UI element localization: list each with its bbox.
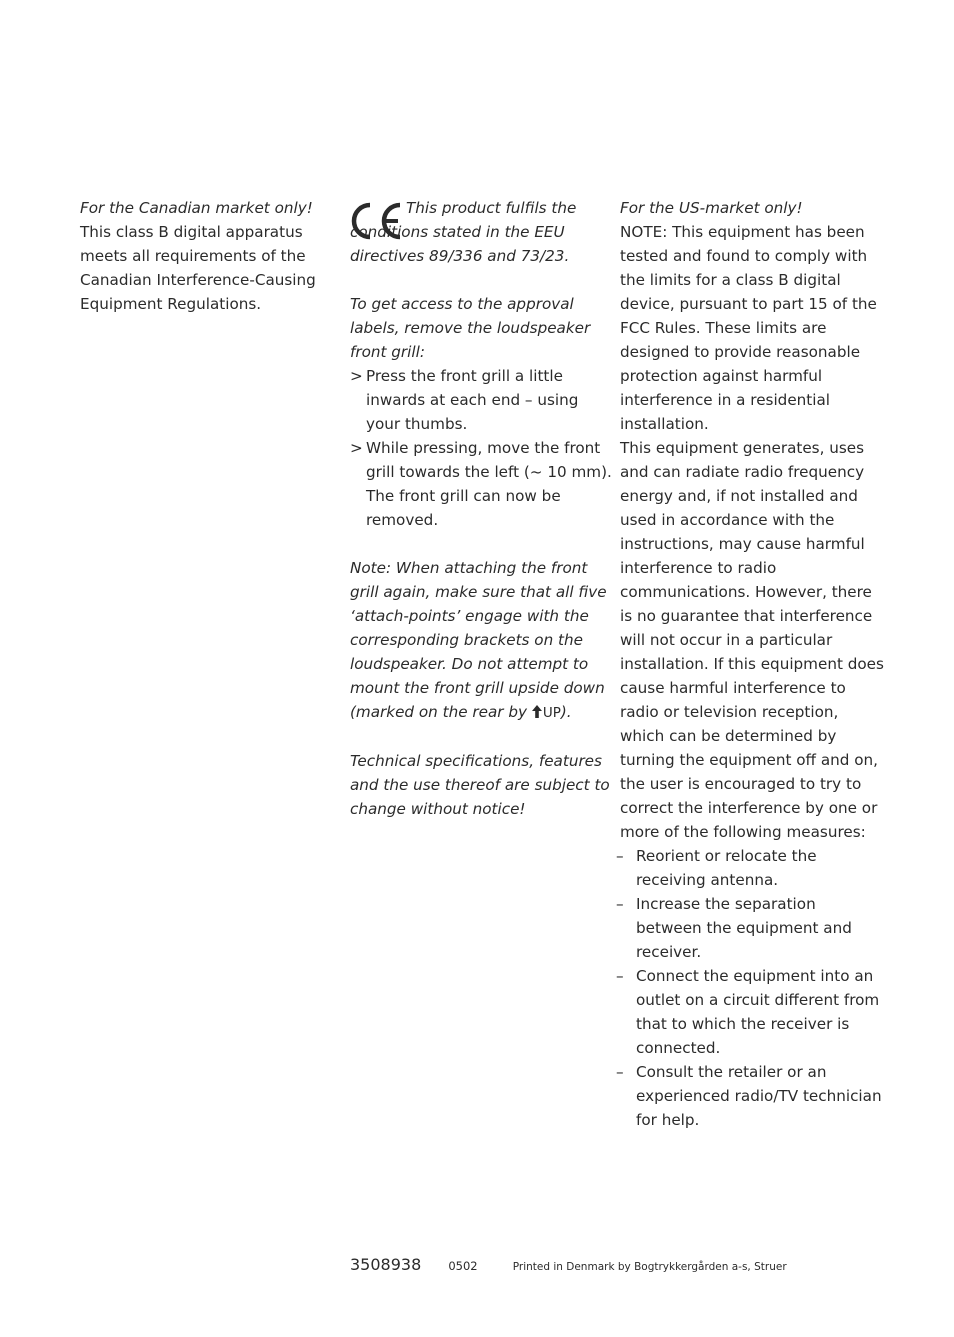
up-label: UP [542,705,561,721]
measure-text: Increase the separation between the equipment and receiver. [636,895,852,961]
step-bullet: > [350,367,363,385]
ce-statement-block [350,196,612,268]
step-text: Press the front grill a little inwards at each end – using your thumbs. [366,367,579,433]
ce-section [350,196,612,821]
list-item [350,364,612,436]
measure-bullet: – [616,895,624,913]
attach-note-text: Note: When attaching the front grill again, make sure that all five ‘attach-points’ engage with the corresponding brackets on the loudspeaker. Do not attempt to mount the front grill upside down (marked on the rear by [350,559,607,721]
approval-heading: To get access to the approval labels, remove the loudspeaker front grill: [350,295,591,361]
up-arrow-icon [532,705,542,718]
edition-code: 0502 [448,1259,478,1273]
fcc-note: NOTE: This equipment has been tested and found to comply with the limits for a class B digital device, pursuant to part 15 of the FCC Rules. These limits are designed to provide reasonable protection against harmful interference in a residential installation. [620,223,877,433]
measure-text: Consult the retailer or an experienced radio/TV technician for help. [636,1063,882,1129]
step-bullet: > [350,439,363,457]
list-item [350,436,612,532]
fcc-measures [616,844,885,1132]
fcc-interference-text: This equipment generates, uses and can radiate radio frequency energy and, if not installed and used in accordance with the instructions, may cause harmful interference to radio communications. However, there is no guarantee that interference will not occur in a particular installation. If this equipment does cause harmful interference to radio or television reception, which can be determined by turning the equipment off and on, the user is encouraged to try to correct the interference by one or more of the following measures: [620,439,884,841]
list-item [616,964,885,1060]
measure-bullet: – [616,967,624,985]
us-section [616,196,885,1132]
printer-credit: Printed in Denmark by Bogtrykkergården a-s, Struer [512,1261,787,1273]
grill-removal-steps [350,364,612,532]
list-item [616,1060,885,1132]
measure-text: Connect the equipment into an outlet on a circuit different from that to which the receiver is connected. [636,967,880,1057]
attach-note [350,556,612,725]
measure-bullet: – [616,847,624,865]
canadian-body: This class B digital apparatus meets all requirements of the Canadian Interference-Causing Equipment Regulations. [80,223,316,313]
ce-mark-icon [350,201,404,241]
document-number: 3508938 [350,1255,422,1274]
footer [350,1255,787,1274]
tech-notice: Technical specifications, features and the use thereof are subject to change without notice! [350,752,610,818]
step-text: While pressing, move the front grill towards the left (~ 10 mm). The front grill can now be removed. [366,439,612,529]
ce-statement: This product fulfils the conditions stated in the EEU directives 89/336 and 73/23. [350,199,577,265]
list-item [616,892,885,964]
measure-bullet: – [616,1063,624,1081]
canadian-heading: For the Canadian market only! [80,199,313,217]
attach-note-end: ). [560,703,572,721]
measure-text: Reorient or relocate the receiving antenna. [636,847,817,889]
us-heading: For the US-market only! [620,199,803,217]
canadian-section [80,196,335,316]
list-item [616,844,885,892]
